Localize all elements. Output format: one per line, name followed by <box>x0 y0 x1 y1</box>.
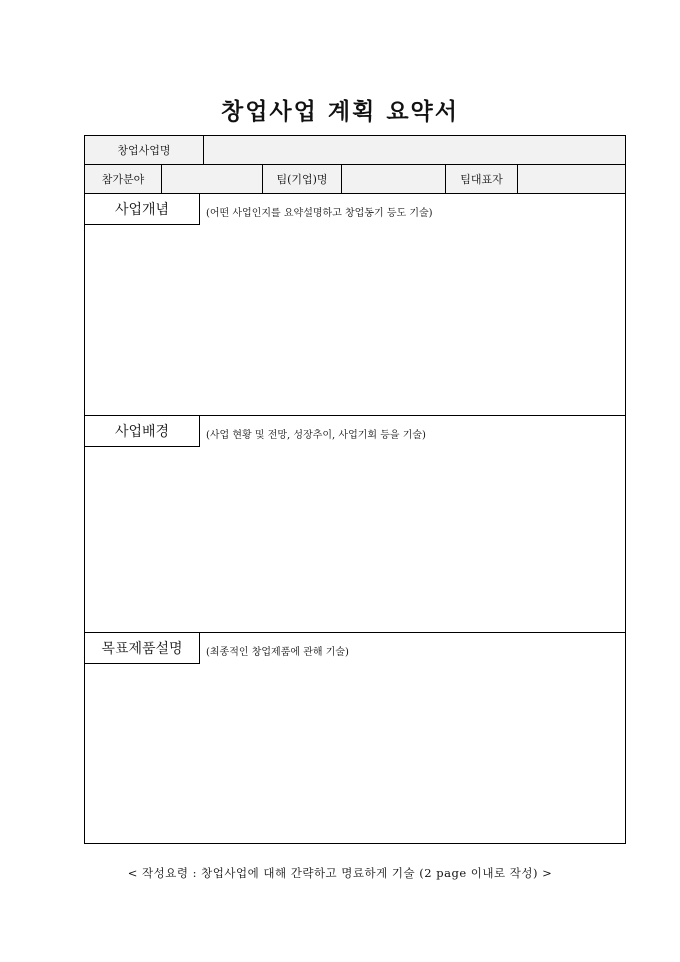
document-title: 창업사업 계획 요약서 <box>221 98 459 125</box>
section-label-target-product: 목표제품설명 <box>85 633 200 664</box>
team-leader-label: 팀대표자 <box>446 165 518 193</box>
section-business-background[interactable] <box>85 416 625 633</box>
section-label-business-background: 사업배경 <box>85 416 200 447</box>
field-input[interactable] <box>162 165 263 193</box>
writing-guideline: < 작성요령 : 창업사업에 대해 간략하고 명료하게 기술 (2 page 이내로 작성) > <box>127 866 553 880</box>
section-business-concept[interactable] <box>85 194 625 416</box>
section-target-product[interactable] <box>85 633 625 843</box>
project-name-row <box>85 136 625 165</box>
project-name-label: 창업사업명 <box>85 136 204 164</box>
section-hint-business-background: (사업 현황 및 전망, 성장추이, 사업기회 등을 기술) <box>206 430 426 441</box>
section-hint-business-concept: (어떤 사업인지를 요약설명하고 창업동기 등도 기술) <box>206 208 433 219</box>
team-leader-input[interactable] <box>518 165 625 193</box>
summary-form <box>84 135 626 844</box>
field-label: 참가분야 <box>85 165 162 193</box>
section-label-business-concept: 사업개념 <box>85 194 200 225</box>
section-hint-target-product: (최종적인 창업제품에 관해 기술) <box>206 647 349 658</box>
participant-info-row <box>85 165 625 194</box>
team-name-label: 팀(기업)명 <box>263 165 342 193</box>
project-name-field[interactable] <box>204 136 625 164</box>
team-name-input[interactable] <box>342 165 446 193</box>
